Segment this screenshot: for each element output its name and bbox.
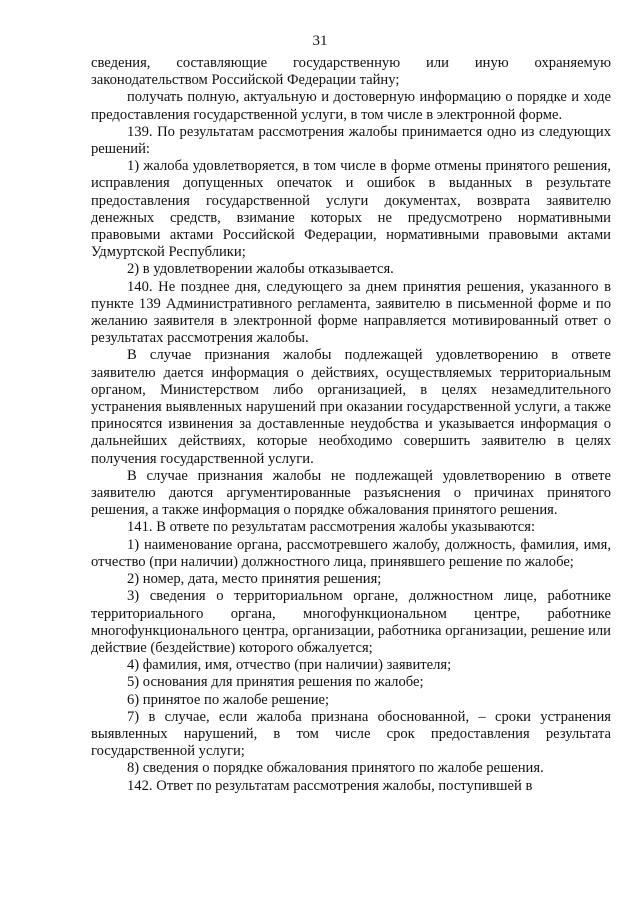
document-body [91, 55, 611, 795]
paragraph: 1) наименование органа, рассмотревшего жалобу, должность, фамилия, имя, отчество (при наличии) должностного лица, принявшего решение по жалобе; [91, 536, 611, 570]
paragraph: 8) сведения о порядке обжалования принятого по жалобе решения. [127, 760, 544, 777]
paragraph: получать полную, актуальную и достоверную информацию о порядке и ходе предоставления государственной услуги, в том числе в электронной форме. [91, 89, 611, 123]
paragraph: сведения, составляющие государственную или иную охраняемую законодательством Российской Федерации тайну; [91, 55, 611, 89]
paragraph: 7) в случае, если жалоба признана обоснованной, – сроки устранения выявленных нарушений, в том числе срок предоставления результата государственной услуги; [91, 708, 611, 760]
paragraph: 6) принятое по жалобе решение; [127, 691, 330, 708]
paragraph: 139. По результатам рассмотрения жалобы принимается одно из следующих решений: [91, 123, 611, 158]
paragraph: 1) жалоба удовлетворяется, в том числе в форме отмены принятого решения, исправления допущенных опечаток и ошибок в выданных в результате предоставления государственной услуги документах, возврата заявителю денежных средств, взимание которых не предусмотрено нормативными правовыми актами Российской Федерации, нормативными правовыми актами Удмуртской Республики; [91, 158, 611, 261]
page-number: 31 [312, 33, 328, 49]
paragraph: 5) основания для принятия решения по жалобе; [127, 674, 424, 691]
paragraph: 141. В ответе по результатам рассмотрения жалобы указываются: [127, 519, 536, 536]
paragraph: 3) сведения о территориальном органе, должностном лице, работнике территориального органа, многофункциональном центре, работнике многофункционального центра, организации, работника организации, решение или действие (бездействие) которого обжалуется; [91, 588, 611, 656]
paragraph: В случае признания жалобы не подлежащей удовлетворению в ответе заявителю даются аргументированные разъяснения о причинах принятого решения, а также информация о порядке обжалования принятого решения. [91, 467, 611, 519]
paragraph: 2) в удовлетворении жалобы отказывается. [127, 261, 394, 278]
paragraph: 4) фамилия, имя, отчество (при наличии) заявителя; [127, 657, 452, 674]
paragraph: 140. Не позднее дня, следующего за днем принятия решения, указанного в пункте 139 Административного регламента, заявителю в письменной форме и по желанию заявителя в электронной форме направляется мотивированный ответ о результатах рассмотрения жалобы. [91, 278, 611, 347]
paragraph: 142. Ответ по результатам рассмотрения жалобы, поступившей в [127, 777, 533, 794]
paragraph: 2) номер, дата, место принятия решения; [127, 571, 382, 588]
paragraph: В случае признания жалобы подлежащей удовлетворению в ответе заявителю дается информация о действиях, осуществляемых территориальным органом, Министерством либо организацией, в целях незамедлительного устранения выявленных нарушений при оказании государственной услуги, а также приносятся извинения за доставленные неудобства и указывается информация о дальнейших действиях, которые необходимо совершить заявителю в целях получения государственной услуги. [91, 347, 611, 467]
